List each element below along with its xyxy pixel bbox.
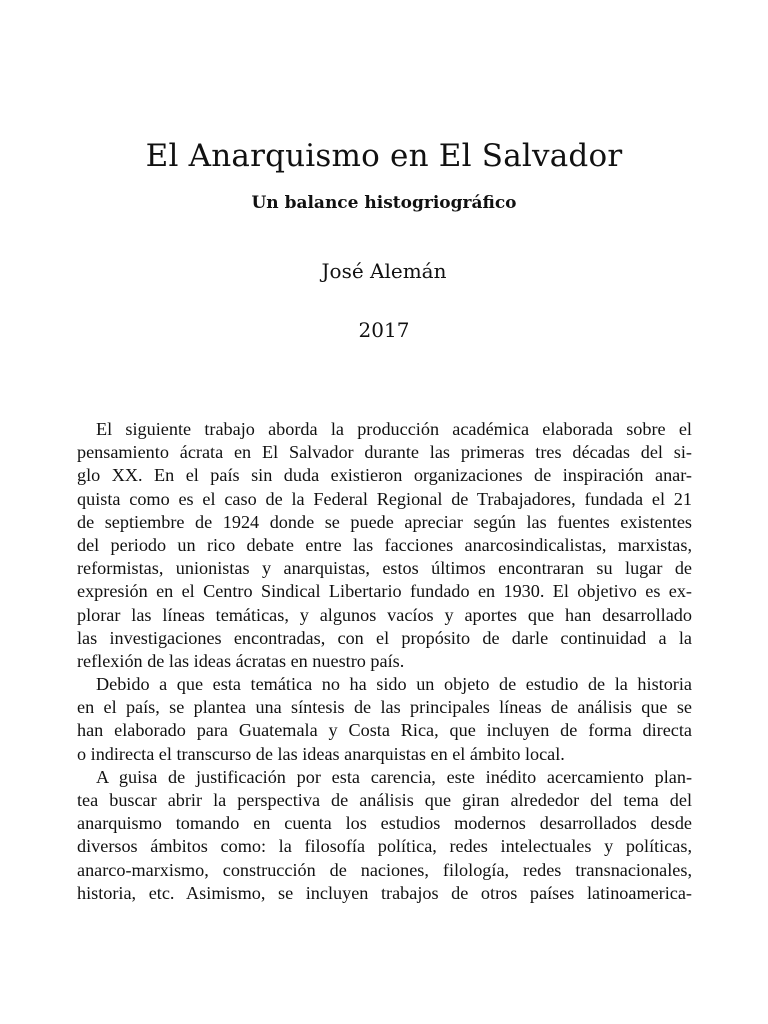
body-line: diversos ámbitos como: la filosofía política, redes intelectuales y políticas, xyxy=(77,836,692,857)
document-title: El Anarquismo en El Salvador xyxy=(145,138,623,174)
body-line: glo XX. En el país sin duda existieron organizaciones de inspiración anar- xyxy=(77,465,692,486)
body-paragraph xyxy=(77,418,692,673)
body-line: o indirecta el transcurso de las ideas anarquistas en el ámbito local. xyxy=(77,743,565,764)
body-line: reformistas, unionistas y anarquistas, estos últimos encontraran su lugar de xyxy=(77,558,692,579)
body-line: expresión en el Centro Sindical Libertario fundado en 1930. El objetivo es ex- xyxy=(77,581,692,602)
body-line: reflexión de las ideas ácratas en nuestro país. xyxy=(77,650,405,671)
body-line: anarquismo tomando en cuenta los estudios modernos desarrollados desde xyxy=(77,813,692,834)
body-line: anarco-marxismo, construcción de naciones, filología, redes transnacionales, xyxy=(77,859,692,880)
body-line: quista como es el caso de la Federal Regional de Trabajadores, fundada el 21 xyxy=(77,488,692,509)
body-paragraph xyxy=(77,766,692,905)
document-body xyxy=(77,418,692,905)
body-paragraph xyxy=(77,673,692,766)
body-line: Debido a que esta temática no ha sido un objeto de estudio de la historia xyxy=(96,674,692,695)
body-line: A guisa de justificación por esta carencia, este inédito acercamiento plan- xyxy=(96,766,692,787)
body-line: tea buscar abrir la perspectiva de análisis que giran alrededor del tema del xyxy=(77,790,692,810)
body-line: El siguiente trabajo aborda la producción académica elaborada sobre el xyxy=(96,419,692,439)
body-line: en el país, se plantea una síntesis de las principales líneas de análisis que se xyxy=(77,697,692,718)
body-line: del periodo un rico debate entre las facciones anarcosindicalistas, marxistas, xyxy=(77,534,692,555)
body-line: historia, etc. Asimismo, se incluyen trabajos de otros países latinoamerica- xyxy=(77,882,692,903)
body-line: las investigaciones encontradas, con el propósito de darle continuidad a la xyxy=(77,627,692,648)
body-line: pensamiento ácrata en El Salvador durante las primeras tres décadas del si- xyxy=(77,442,692,463)
document-author: José Alemán xyxy=(321,259,447,283)
document-subtitle: Un balance histogriográfico xyxy=(251,193,517,213)
body-line: plorar las líneas temáticas, y algunos vacíos y aportes que han desarrollado xyxy=(77,604,692,625)
body-line: de septiembre de 1924 donde se puede apreciar según las fuentes existentes xyxy=(77,511,692,532)
body-line: han elaborado para Guatemala y Costa Rica, que incluyen de forma directa xyxy=(77,720,692,741)
document-year: 2017 xyxy=(358,318,410,342)
